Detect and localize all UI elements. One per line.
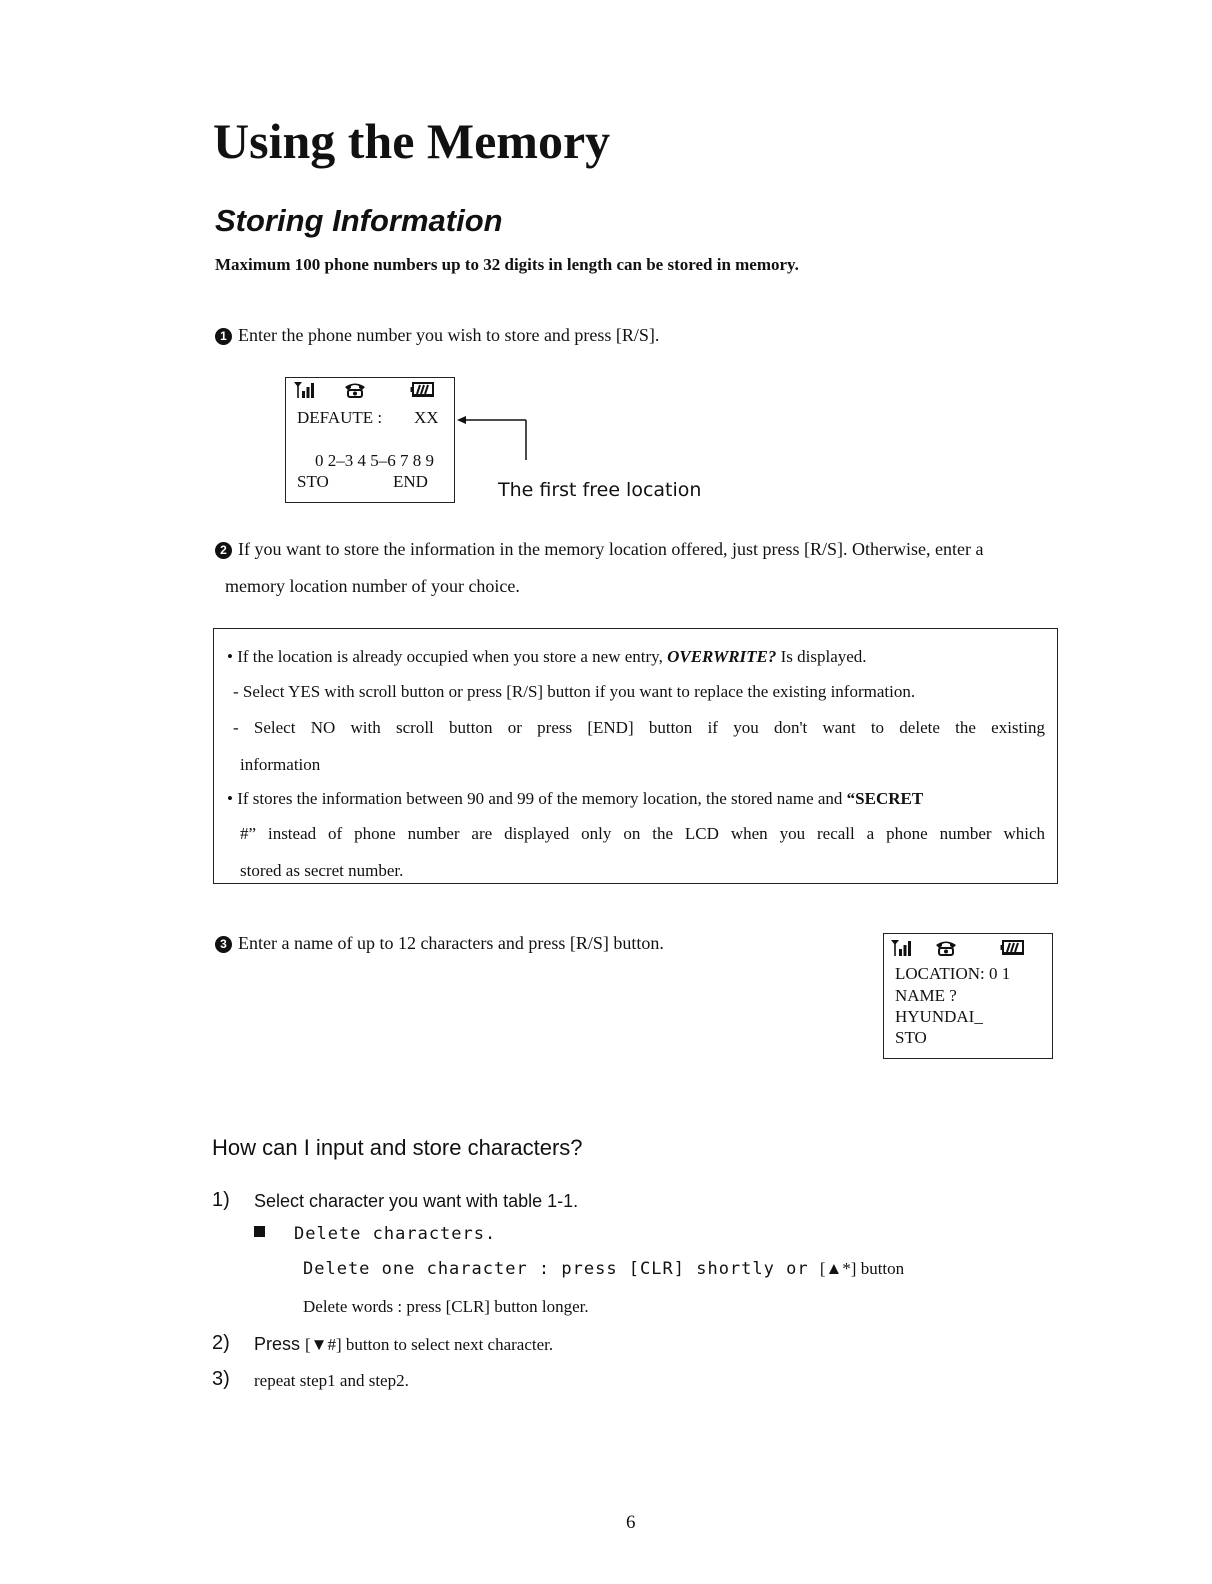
intro-note: Maximum 100 phone numbers up to 32 digits in length can be stored in memory.	[215, 255, 799, 274]
howto-heading: How can I input and store characters?	[212, 1135, 583, 1160]
note-bullet-secret	[227, 789, 923, 809]
note-secret-line2: #” instead of phone number are displayed only on the LCD when you recall a phone number which	[240, 824, 1045, 843]
lcd1-softkey-left: STO	[297, 472, 329, 491]
delete-one-character-button: [▲*] button	[819, 1259, 905, 1278]
battery-icon	[410, 381, 436, 398]
delete-words: Delete words : press [CLR] button longer.	[303, 1297, 589, 1316]
lcd2-softkey-left: STO	[895, 1028, 927, 1047]
note-overwrite-prompt: OVERWRITE?	[667, 647, 777, 666]
lcd-status-icons	[286, 378, 454, 398]
phone-icon	[344, 382, 366, 398]
step-1-text: Enter the phone number you wish to store and press [R/S].	[238, 325, 660, 345]
lcd1-softkey-right: END	[393, 472, 428, 491]
delete-characters-bullet	[254, 1224, 497, 1244]
step-3-text: Enter a name of up to 12 characters and press [R/S] button.	[238, 933, 664, 953]
lcd-display-store-number	[285, 377, 455, 503]
howto-item-2-rest: [▼#] button to select next character.	[305, 1335, 554, 1354]
note-secret-label: “SECRET	[846, 789, 924, 808]
lcd1-location-value: XX	[414, 408, 439, 427]
note-dash-no: - Select NO with scroll button or press [END] button if you don't want to delete the existing	[233, 718, 1045, 737]
overwrite-note-box	[213, 628, 1058, 884]
step-3-marker: 3	[215, 936, 232, 953]
step-2-marker: 2	[215, 542, 232, 559]
note-secret-line3: stored as secret number.	[240, 861, 404, 880]
delete-one-character	[303, 1259, 904, 1279]
lcd2-location: LOCATION: 0 1	[895, 964, 1011, 983]
callout-first-free-location: The first free location	[498, 479, 702, 501]
step-2-line1	[215, 539, 983, 560]
step-3	[215, 933, 664, 954]
square-bullet-icon	[254, 1226, 265, 1237]
note-b2-pre: • If stores the information between 90 and 99 of the memory location, the stored name and	[227, 789, 847, 808]
note-bullet-overwrite	[227, 647, 867, 667]
howto-item-2-number: 2)	[212, 1332, 230, 1354]
lcd1-line1: DEFAUTE :	[297, 408, 383, 427]
delete-one-character-text: Delete one character : press [CLR] shortly or	[303, 1259, 820, 1279]
step-1	[215, 325, 659, 346]
step-1-marker: 1	[215, 328, 232, 345]
howto-item-2	[212, 1332, 554, 1355]
battery-icon	[1000, 939, 1026, 956]
note-b1-post: Is displayed.	[776, 647, 867, 666]
howto-item-2-text	[254, 1334, 553, 1355]
phone-icon	[935, 940, 957, 956]
page-title: Using the Memory	[213, 113, 611, 169]
note-dash-yes: - Select YES with scroll button or press [R/S] button if you want to replace the existing information.	[233, 682, 916, 701]
note-dash-no-cont: information	[240, 755, 321, 774]
howto-item-1-text: Select character you want with table 1-1.	[254, 1191, 579, 1211]
lcd2-status-icons	[884, 934, 1052, 954]
howto-item-1	[212, 1189, 579, 1212]
arrow-left-icon	[455, 410, 535, 462]
signal-icon	[890, 939, 912, 957]
page-number: 6	[626, 1512, 636, 1533]
note-b1-pre: • If the location is already occupied when you store a new entry,	[227, 647, 668, 666]
howto-item-3-text: repeat step1 and step2.	[254, 1371, 409, 1390]
lcd-display-enter-name	[883, 933, 1053, 1059]
lcd2-name-value: HYUNDAI_	[895, 1007, 983, 1026]
delete-characters-label: Delete characters.	[294, 1224, 497, 1244]
howto-item-2-press: Press	[254, 1334, 306, 1354]
howto-item-3-number: 3)	[212, 1368, 230, 1390]
step-2-line2: memory location number of your choice.	[225, 576, 520, 596]
lcd1-phone-number: 0 2–3 4 5–6 7 8 9	[315, 451, 434, 470]
section-subtitle: Storing Information	[215, 203, 503, 238]
howto-item-3	[212, 1368, 409, 1391]
lcd2-name-prompt: NAME ?	[895, 986, 957, 1005]
howto-item-1-number: 1)	[212, 1189, 230, 1211]
step-2-text: If you want to store the information in the memory location offered, just press [R/S]. Otherwise, enter a	[238, 539, 984, 559]
signal-icon	[293, 381, 315, 399]
